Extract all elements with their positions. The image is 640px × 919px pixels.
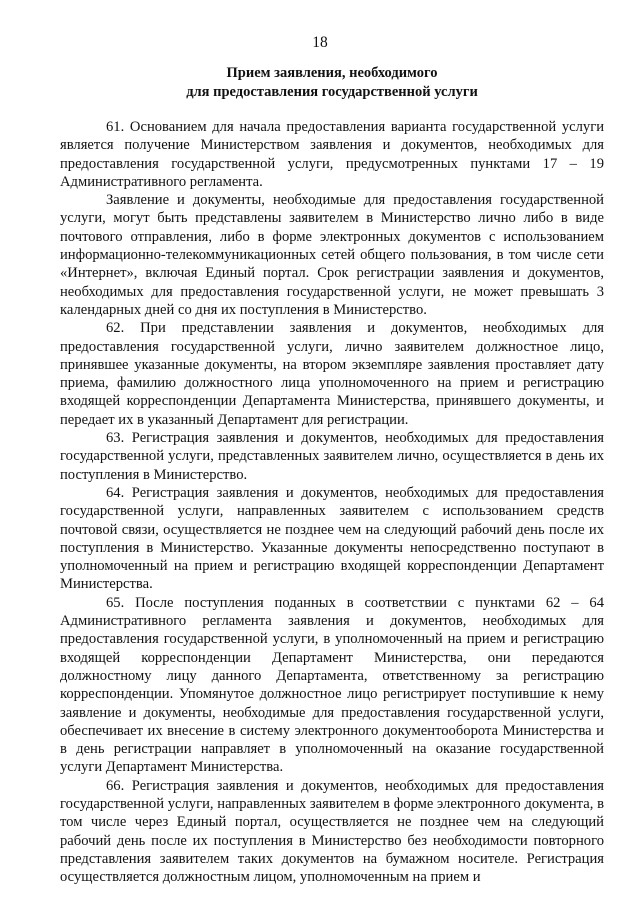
paragraph-66: 66. Регистрация заявления и документов, необходимых для предоставления государственной услуги, направленных заявителем в форме электронного документа, в том числе через Единый портал, осуществляется не позднее чем на следующий рабочий день после их поступления в Министерство без необходимости повторного представления заявителем таких документов на бумажном носителе. Регистрация осуществляется должностным лицом, уполномоченным на прием и: [60, 777, 604, 886]
paragraph-62: 62. При представлении заявления и документов, необходимых для предоставления государственной услуги, лично заявителем должностное лицо, принявшее указанные документы, на втором экземпляре заявления проставляет дату приема, фамилию должностного лица уполномоченного на прием и регистрацию входящей корреспонденции Департамента Министерства, принявшего документы, и передает их в указанный Департамент для регистрации.: [60, 320, 604, 428]
page-number: 18: [312, 34, 328, 51]
section-heading-line-1: Прием заявления, необходимого: [226, 65, 438, 81]
section-heading-line-2: для предоставления государственной услуги: [186, 84, 478, 100]
paragraph-64: 64. Регистрация заявления и документов, необходимых для предоставления государственной услуги, направленных заявителем с использованием средств почтовой связи, осуществляется не позднее чем на следующий рабочий день после их поступления в Министерство. Указанные документы непосредственно поступают в уполномоченный на прием и регистрацию входящей корреспонденции Департамент Министерства.: [60, 484, 604, 593]
section-heading: [60, 64, 604, 102]
document-body: [60, 118, 604, 886]
paragraph-63: 63. Регистрация заявления и документов, необходимых для предоставления государственной услуги, представленных заявителем лично, осуществляется в день их поступления в Министерство.: [60, 430, 604, 483]
paragraph-61: 61. Основанием для начала предоставления варианта государственной услуги является получение Министерством заявления и документов, необходимых для предоставления государственной услуги, предусмотренных пунктами 17 – 19 Административного регламента.: [60, 119, 604, 190]
paragraph-65: 65. После поступления поданных в соответствии с пунктами 62 – 64 Административного регламента заявления и документов, необходимых для предоставления государственной услуги, в уполномоченный на прием и регистрацию входящей корреспонденции Департамент Министерства, они передаются должностному лицу данного Департамента, ответственному за регистрацию корреспонденции. Упомянутое должностное лицо регистрирует поступившие к нему заявление и документы, необходимые для предоставления государственной услуги, обеспечивает их внесение в систему электронного документооборота Министерства и в день регистрации направляет в уполномоченный на оказание государственной услуги Департамент Министерства.: [60, 594, 604, 776]
paragraph-61-continued: Заявление и документы, необходимые для предоставления государственной услуги, могут быть представлены заявителем в Министерство лично либо в виде почтового отправления, либо в форме электронных документов с использованием информационно-телекоммуникационных сетей общего пользования, в том числе сети «Интернет», включая Единый портал. Срок регистрации заявления и документов, необходимых для предоставления государственной услуги, не может превышать 3 календарных дней со дня их поступления в Министерство.: [60, 192, 604, 318]
